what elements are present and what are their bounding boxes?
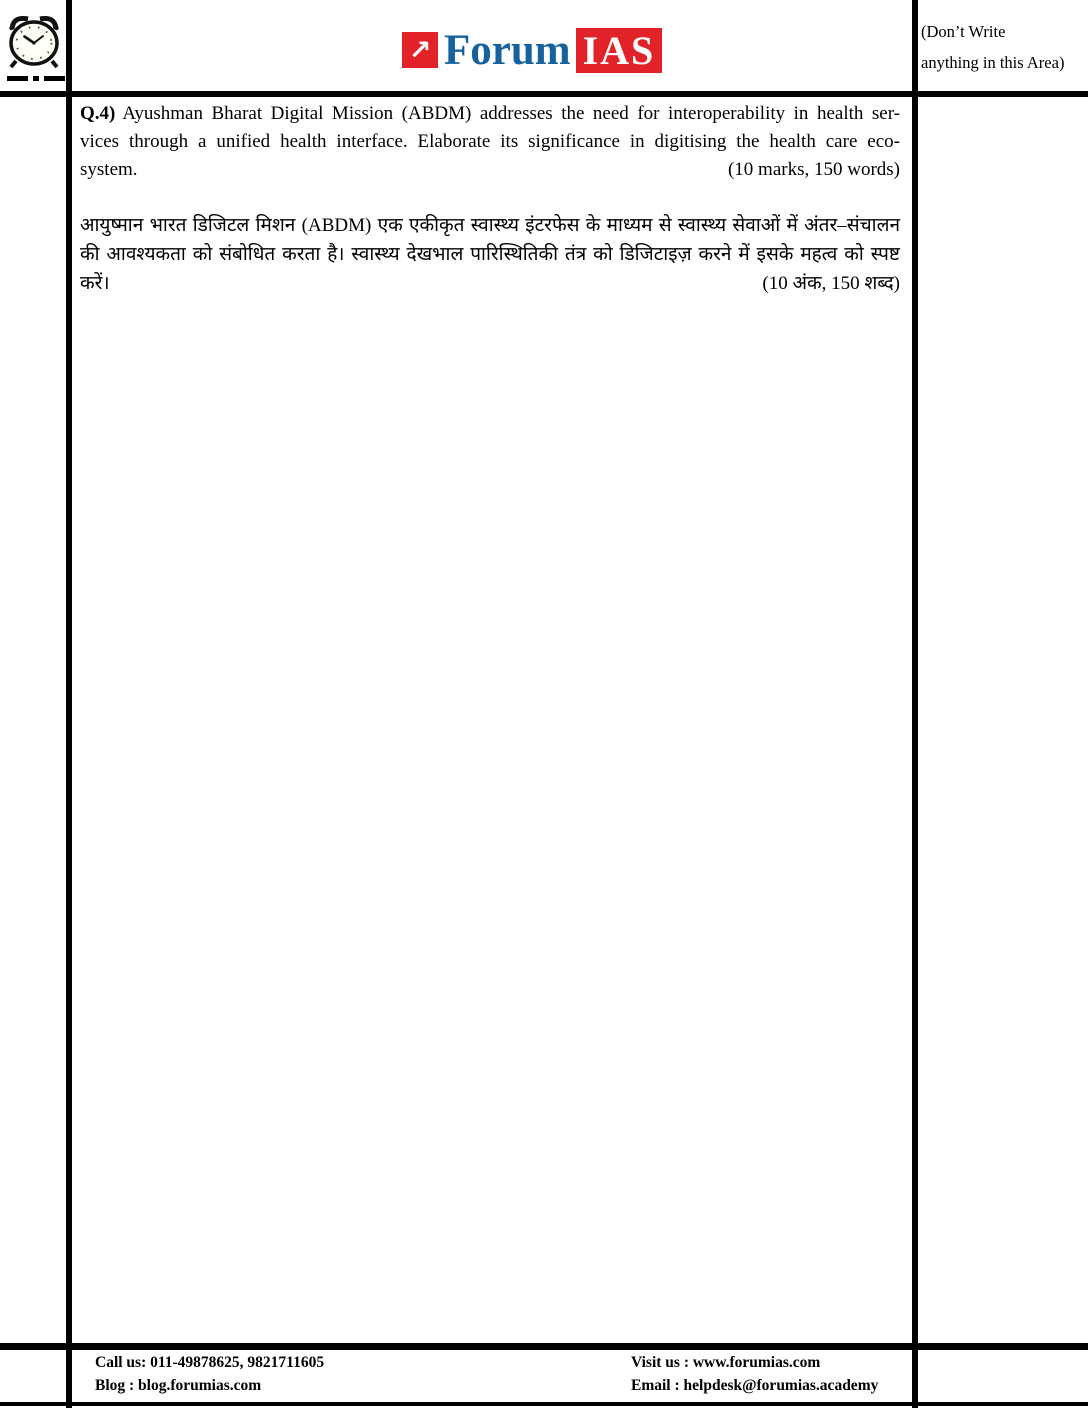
right-margin-line	[912, 0, 918, 1408]
arrow-up-right-icon: ↗	[402, 32, 438, 68]
bottom-edge-line	[0, 1402, 1088, 1406]
question-en-line1	[80, 100, 900, 128]
footer-right-column	[631, 1352, 878, 1397]
dont-write-line1: (Don’t Write	[921, 22, 1006, 41]
logo-text-forum: Forum	[444, 26, 571, 74]
question-hi-line3-text: करें।	[80, 273, 110, 294]
question-hi-marks: (10 अंक, 150 शब्द)	[762, 273, 900, 294]
question-hi-line3	[80, 269, 900, 298]
footer-visit: Visit us : www.forumias.com	[631, 1354, 821, 1371]
question-hi-line2: की आवश्यकता को संबोधित करता है। स्वास्थ्य देखभाल पारिस्थितिकी तंत्र को डिजिटाइज़ करने में इसके महत्व को स्पष्ट	[80, 244, 900, 265]
fold-dash	[44, 76, 65, 81]
question-hindi	[80, 211, 900, 298]
logo-text-ias: IAS	[576, 28, 663, 73]
alarm-clock-icon	[7, 12, 61, 68]
question-hi-line1: आयुष्मान भारत डिजिटल मिशन (ABDM) एक एकीकृत स्वास्थ्य इंटरफेस के माध्यम से स्वास्थ्य सेवाओं में अंतर–संचालन	[80, 215, 900, 236]
forumias-logo	[402, 26, 662, 74]
footer-email: Email : helpdesk@forumias.academy	[631, 1376, 879, 1394]
question-en-line2: vices through a unified health interface. Elaborate its significance in digitising the health care eco-	[80, 131, 900, 152]
fold-dot	[33, 76, 39, 81]
dont-write-note	[921, 16, 1085, 78]
footer-call: Call us: 011-49878625, 9821711605	[95, 1354, 325, 1371]
left-margin-line	[66, 0, 72, 1408]
fold-mark	[7, 76, 65, 81]
footer-blog: Blog : blog.forumias.com	[95, 1376, 262, 1394]
dont-write-line2: anything in this Area)	[921, 53, 1065, 72]
question-en-line1-text: Ayushman Bharat Digital Mission (ABDM) addresses the need for interoperability in health ser-	[122, 103, 900, 124]
footer-divider-line	[0, 1343, 1088, 1350]
footer	[95, 1352, 907, 1397]
question-number: Q.4)	[80, 103, 116, 124]
question-en-line3	[80, 156, 900, 184]
question-en-marks: (10 marks, 150 words)	[727, 159, 900, 180]
fold-dash	[7, 76, 28, 81]
header-divider-line	[0, 91, 1088, 97]
question-en-line3-text: system.	[80, 159, 138, 180]
footer-left-column	[95, 1352, 631, 1397]
question-english	[80, 100, 900, 184]
